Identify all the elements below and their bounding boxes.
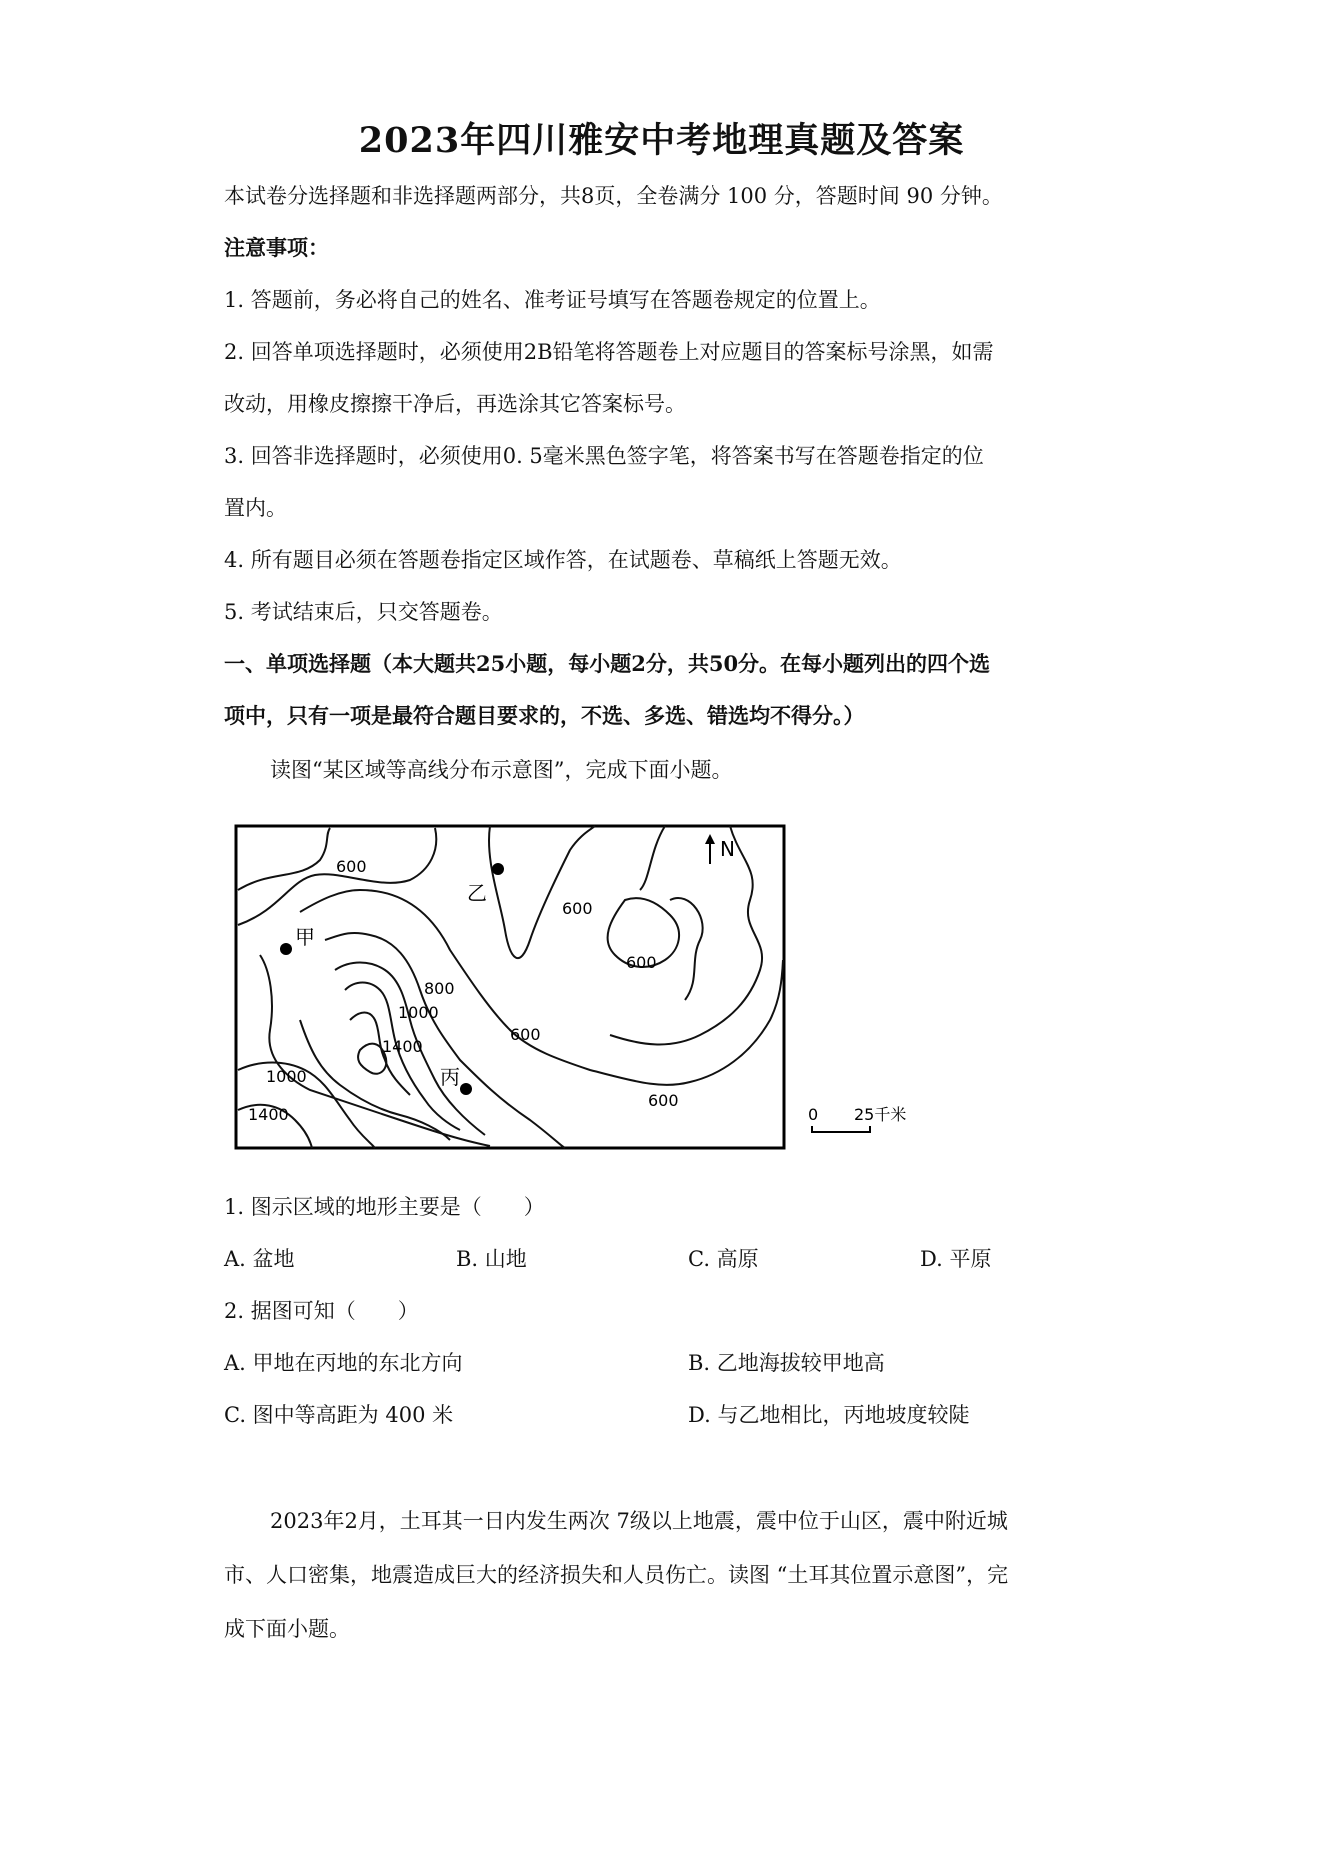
notice-item-1: 1. 答题前，务必将自己的姓名、准考证号填写在答题卷规定的位置上。 bbox=[224, 288, 881, 312]
q2-option-d[interactable]: D. 与乙地相比，丙地坡度较陡 bbox=[688, 1403, 970, 1427]
contour-label-1000: 1000 bbox=[266, 1067, 307, 1086]
contour-line bbox=[489, 826, 595, 958]
question-2-stem: 2. 据图可知（ ） bbox=[224, 1299, 419, 1323]
contour-label-600: 600 bbox=[510, 1025, 541, 1044]
q2-option-a[interactable]: A. 甲地在丙地的东北方向 bbox=[224, 1351, 463, 1375]
scale-zero: 0 bbox=[808, 1105, 819, 1124]
contour-label-600: 600 bbox=[648, 1091, 679, 1110]
passage-line-1: 2023年2月，土耳其一日内发生两次 7级以上地震，震中位于山区，震中附近城 bbox=[270, 1509, 1008, 1533]
q1-option-d[interactable]: D. 平原 bbox=[920, 1247, 992, 1271]
contour-line bbox=[610, 826, 762, 1044]
passage-line-2: 市、人口密集，地震造成巨大的经济损失和人员伤亡。读图 “土耳其位置示意图”，完 bbox=[224, 1563, 1009, 1587]
contour-line bbox=[260, 955, 490, 1146]
notice-item-4: 4. 所有题目必须在答题卷指定区域作答，在试题卷、草稿纸上答题无效。 bbox=[224, 548, 902, 572]
contour-line bbox=[238, 828, 436, 925]
figure-prompt: 读图“某区域等高线分布示意图”，完成下面小题。 bbox=[270, 758, 733, 782]
label-jia: 甲 bbox=[295, 925, 315, 949]
q2-option-c[interactable]: C. 图中等高距为 400 米 bbox=[224, 1403, 454, 1427]
contour-line bbox=[300, 1020, 450, 1140]
section-heading-a: 一、单项选择题（本大题共25小题，每小题2分，共50分。在每小题列出的四个选 bbox=[224, 651, 991, 676]
point-jia-marker bbox=[280, 943, 292, 955]
contour-label-600: 600 bbox=[336, 857, 367, 876]
contour-label-600: 600 bbox=[562, 899, 593, 918]
q1-option-a[interactable]: A. 盆地 bbox=[224, 1247, 295, 1271]
contour-label-1400: 1400 bbox=[382, 1037, 423, 1056]
point-bing-marker bbox=[460, 1083, 472, 1095]
point-yi-marker bbox=[492, 863, 504, 875]
notice-item-2a: 2. 回答单项选择题时，必须使用2B铅笔将答题卷上对应题目的答案标号涂黑，如需 bbox=[224, 340, 994, 364]
contour-line bbox=[300, 890, 783, 1085]
section-heading-b: 项中，只有一项是最符合题目要求的，不选、多选、错选均不得分。） bbox=[224, 703, 865, 728]
notice-item-5: 5. 考试结束后，只交答题卷。 bbox=[224, 600, 503, 624]
contour-label-600: 600 bbox=[626, 953, 657, 972]
q1-option-c[interactable]: C. 高原 bbox=[688, 1247, 759, 1271]
passage-line-3: 成下面小题。 bbox=[224, 1617, 350, 1641]
scale-bar bbox=[812, 1126, 870, 1132]
north-label: N bbox=[720, 837, 735, 861]
contour-line bbox=[238, 828, 330, 890]
label-bing: 丙 bbox=[440, 1065, 460, 1089]
label-yi: 乙 bbox=[467, 881, 487, 905]
q2-option-b[interactable]: B. 乙地海拔较甲地高 bbox=[688, 1351, 885, 1375]
north-arrowhead bbox=[705, 834, 715, 844]
contour-label-1400: 1400 bbox=[248, 1105, 289, 1124]
notice-item-3b: 置内。 bbox=[224, 496, 287, 520]
notice-item-2b: 改动，用橡皮擦擦干净后，再选涂其它答案标号。 bbox=[224, 392, 686, 416]
question-1-stem: 1. 图示区域的地形主要是（ ） bbox=[224, 1195, 545, 1219]
notice-item-3a: 3. 回答非选择题时，必须使用0. 5毫米黑色签字笔，将答案书写在答题卷指定的位 bbox=[224, 444, 984, 468]
page-title: 2023年四川雅安中考地理真题及答案 bbox=[358, 120, 965, 161]
q1-option-b[interactable]: B. 山地 bbox=[456, 1247, 527, 1271]
contour-line bbox=[640, 826, 665, 890]
exam-info: 本试卷分选择题和非选择题两部分，共8页，全卷满分 100 分，答题时间 90 分钟。 bbox=[224, 184, 1003, 208]
contour-map-figure bbox=[230, 820, 930, 1160]
contour-label-800: 800 bbox=[424, 979, 455, 998]
notice-heading: 注意事项： bbox=[224, 235, 329, 260]
scale-distance: 25千米 bbox=[854, 1105, 907, 1124]
contour-label-1000: 1000 bbox=[398, 1003, 439, 1022]
